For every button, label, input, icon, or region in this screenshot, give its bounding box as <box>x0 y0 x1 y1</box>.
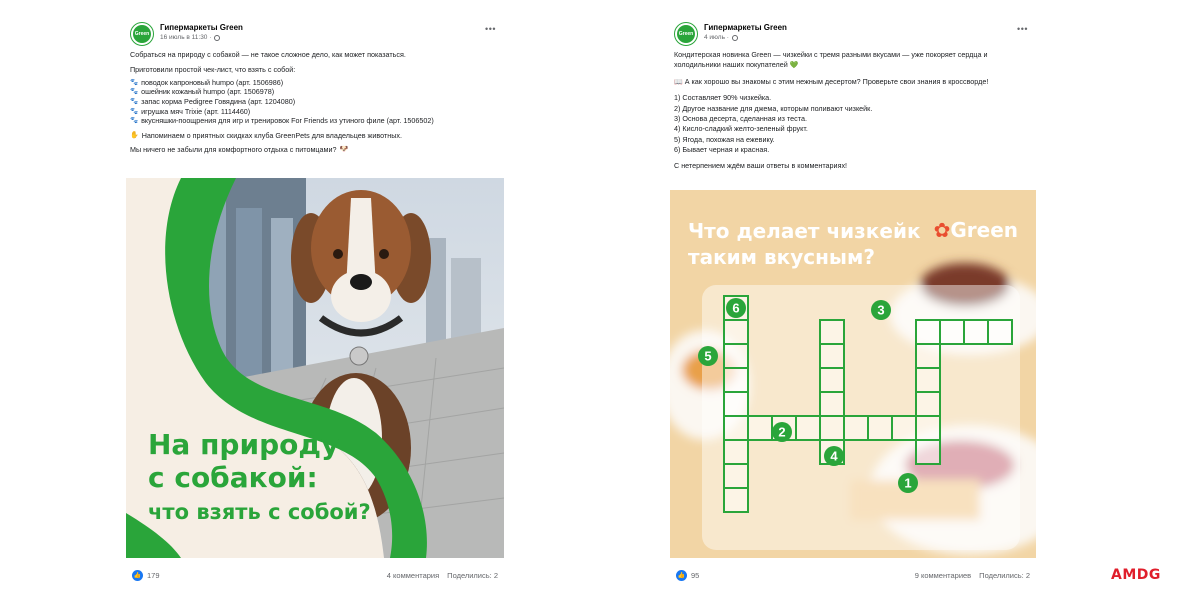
clue-item: 3) Основа десерта, сделанная из теста. <box>674 114 807 124</box>
crossword-number-badge <box>824 446 844 466</box>
list-item: 🐾 запас корма Pedigree Говядина (арт. 1204080) <box>130 97 296 106</box>
crossword-cell[interactable] <box>796 416 820 440</box>
likes-count[interactable]: 179 <box>147 570 160 580</box>
avatar-logo: Green <box>133 25 151 43</box>
crossword-cell[interactable] <box>892 416 916 440</box>
crossword-cell[interactable] <box>724 368 748 392</box>
green-brand-logo: ✿Green <box>933 218 1018 242</box>
crossword-number-badge <box>871 300 891 320</box>
crossword-cell[interactable] <box>820 320 844 344</box>
crossword-cell[interactable] <box>916 344 940 368</box>
page-name[interactable]: Гипермаркеты Green <box>704 23 787 32</box>
paw-icon: 🐾 <box>130 78 139 86</box>
clue-item: 6) Бывает черная и красная. <box>674 145 770 155</box>
amdg-logo: AMDG <box>1111 567 1161 583</box>
crossword-number: 3 <box>877 302 885 318</box>
post-text <box>126 50 504 155</box>
green-heart-icon: 💚 <box>789 62 799 70</box>
post-text <box>670 50 1036 171</box>
list-item: 🐾 игрушка мяч Trixie (арт. 1114460) <box>130 106 251 116</box>
post-cheesecake-crossword <box>670 18 1036 588</box>
comments-count[interactable]: 4 комментария <box>386 570 440 580</box>
globe-icon <box>214 35 220 41</box>
book-icon: 📖 <box>674 78 683 86</box>
post-footer <box>670 562 1036 588</box>
crossword-number: 1 <box>904 475 912 491</box>
page-name[interactable]: Гипермаркеты Green <box>160 23 243 32</box>
checklist-title: Приготовили простой чек-лист, что взять с собой: <box>130 65 296 75</box>
like-icon[interactable]: 👍 <box>132 570 143 581</box>
crossword-number: 5 <box>704 348 712 364</box>
post-footer <box>126 562 504 588</box>
crossword-cell[interactable] <box>916 392 940 416</box>
crossword-cell[interactable] <box>820 392 844 416</box>
crossword-cell[interactable] <box>916 320 940 344</box>
post-header <box>670 18 1036 50</box>
crossword-cell[interactable] <box>724 416 748 440</box>
shares-count[interactable]: Поделились: 2 <box>979 570 1030 580</box>
paw-icon: 🐾 <box>130 117 139 125</box>
crossword-cell[interactable] <box>916 368 940 392</box>
crossword-cell[interactable] <box>820 368 844 392</box>
image-title: Что делает чизкейк таким вкусным? <box>688 219 921 269</box>
more-options-icon[interactable]: ••• <box>1017 24 1028 34</box>
crossword-cell[interactable] <box>988 320 1012 344</box>
paw-icon: 🐾 <box>130 88 139 96</box>
crossword-cell[interactable] <box>724 488 748 512</box>
image-headline-line-3: что взять с собой? <box>148 500 371 524</box>
crossword-cell[interactable] <box>940 320 964 344</box>
more-options-icon[interactable]: ••• <box>485 24 496 34</box>
list-item: 🐾 вкусняшки-поощрения для игр и тренировок For Friends из утиного филе (арт. 1506502) <box>130 116 434 126</box>
crossword-cell[interactable] <box>868 416 892 440</box>
crossword-number: 2 <box>778 424 786 440</box>
crossword-cell[interactable] <box>964 320 988 344</box>
crossword-cell[interactable] <box>916 416 940 440</box>
post-image-dog[interactable] <box>126 178 504 558</box>
crossword-cell[interactable] <box>916 440 940 464</box>
post-intro: Собраться на природу с собакой — не такое сложное дело, как может показаться. <box>130 50 406 59</box>
paw-icon: 🐾 <box>130 98 139 105</box>
crossword-number: 6 <box>732 300 740 316</box>
image-headline-line-1: На природу <box>148 428 340 461</box>
hand-icon: ✋ <box>130 131 139 139</box>
crossword-number-badge <box>898 473 918 493</box>
closing-line: Мы ничего не забыли для комфортного отдыха с питомцами? 🐶 <box>130 145 349 155</box>
crossword-cell[interactable] <box>724 320 748 344</box>
leaf-icon: ✿ <box>933 218 951 242</box>
clue-item: 5) Ягода, похожая на ежевику. <box>674 134 775 144</box>
avatar-logo: Green <box>677 25 695 43</box>
likes-count[interactable]: 95 <box>691 570 700 580</box>
clue-item: 2) Другое название для джема, которым поливают чизкейк. <box>674 103 873 113</box>
post-image-crossword[interactable] <box>670 190 1036 558</box>
like-icon[interactable]: 👍 <box>676 570 687 581</box>
post-dog-checklist <box>126 18 504 588</box>
comments-count[interactable]: 9 комментариев <box>914 570 972 580</box>
reminder-line: ✋ Напоминаем о приятных скидках клуба GreenPets для владельцев животных. <box>130 130 402 140</box>
crossword-number-badge <box>698 346 718 366</box>
globe-icon <box>732 35 738 41</box>
crossword-number: 4 <box>830 448 838 464</box>
crossword-cell[interactable] <box>844 416 868 440</box>
crossword-cell[interactable] <box>820 344 844 368</box>
clue-item: 1) Составляет 90% чизкейка. <box>674 93 772 103</box>
crossword-number-badge <box>772 422 792 442</box>
image-headline-line-2: с собакой: <box>148 461 318 494</box>
crossword-cell[interactable] <box>724 392 748 416</box>
quiz-intro: 📖 А как хорошо вы знакомы с этим нежным десертом? Проверьте свои знания в кроссворде! <box>674 76 989 86</box>
list-item: 🐾 ошейник кожаный humpo (арт. 1506978) <box>130 87 275 97</box>
post-intro: Кондитерская новинка Green — чизкейки с тремя разными вкусами — уже покоряет сердца и холодильники наших покупателей 💚 <box>674 50 988 70</box>
avatar[interactable] <box>674 22 698 46</box>
crossword-cell[interactable] <box>724 464 748 488</box>
post-timestamp[interactable]: 4 июль · <box>704 34 729 41</box>
crossword-cell[interactable] <box>748 416 772 440</box>
clue-item: 4) Кисло-сладкий желто-зеленый фрукт. <box>674 124 808 134</box>
crossword-cell[interactable] <box>820 416 844 440</box>
list-item: 🐾 поводок капроновый humpo (арт. 1506986) <box>130 77 284 87</box>
paw-icon: 🐾 <box>130 107 139 115</box>
post-header <box>126 18 504 50</box>
shares-count[interactable]: Поделились: 2 <box>447 570 498 580</box>
post-timestamp[interactable]: 16 июль в 11:30 · <box>160 34 212 41</box>
crossword-number-badge <box>726 298 746 318</box>
avatar[interactable] <box>130 22 154 46</box>
closing-line: С нетерпением ждём ваши ответы в комментариях! <box>674 160 848 170</box>
dog-face-icon: 🐶 <box>339 146 349 154</box>
crossword-cell[interactable] <box>724 344 748 368</box>
crossword-cell[interactable] <box>724 440 748 464</box>
